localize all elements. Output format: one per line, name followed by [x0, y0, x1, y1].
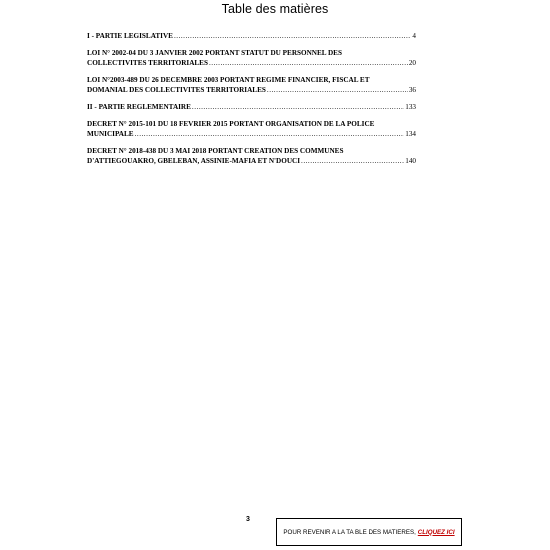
- toc-title: Table des matières: [221, 2, 329, 16]
- toc-entry-title-cont: MUNICIPALE: [87, 130, 134, 138]
- page-number: 3: [246, 516, 250, 523]
- toc-entry-1[interactable]: [87, 48, 416, 68]
- toc-entry-title-cont: DOMANIAL DES COLLECTIVITES TERRITORIALES: [87, 86, 266, 94]
- toc-entry-title: I - PARTIE LEGISLATIVE: [87, 32, 173, 40]
- toc-line: [87, 85, 416, 95]
- toc-line: [87, 31, 416, 41]
- leader-dots: [267, 85, 408, 95]
- toc-entry-3[interactable]: [87, 102, 416, 112]
- leader-dots: [135, 129, 405, 139]
- back-to-toc-link[interactable]: CLIQUEZ ICI: [417, 528, 455, 536]
- back-to-toc-box: [276, 518, 462, 546]
- toc-entry-title: DECRET N° 2018-438 DU 3 MAI 2018 PORTANT CREATION DES COMMUNES: [87, 147, 344, 155]
- toc-entry-5[interactable]: [87, 146, 416, 166]
- toc-line: [87, 119, 416, 129]
- toc-entry-title: LOI N° 2002-04 DU 3 JANVIER 2002 PORTANT STATUT DU PERSONNEL DES: [87, 49, 342, 57]
- toc-page-number: 4: [412, 32, 416, 40]
- leader-dots: [174, 31, 411, 41]
- toc-line: [87, 75, 416, 85]
- toc-page-number: 134: [405, 130, 416, 138]
- toc-entry-4[interactable]: [87, 119, 416, 139]
- leader-dots: [192, 102, 404, 112]
- toc-line: [87, 129, 416, 139]
- toc-page-number: 140: [405, 157, 416, 165]
- toc-entry-title: LOI N°2003-489 DU 26 DECEMBRE 2003 PORTANT REGIME FINANCIER, FISCAL ET: [87, 76, 370, 84]
- leader-dots: [301, 156, 404, 166]
- back-to-toc-text: POUR REVENIR A LA TA BLE DES MATIERES,: [283, 528, 416, 536]
- toc-line: [87, 146, 416, 156]
- table-of-contents: [87, 31, 416, 173]
- toc-line: [87, 156, 416, 166]
- toc-page-number: 36: [408, 86, 416, 94]
- toc-page-number: 20: [408, 59, 416, 67]
- toc-line: [87, 58, 416, 68]
- leader-dots: [209, 58, 408, 68]
- toc-entry-title: II - PARTIE REGLEMENTAIRE: [87, 103, 191, 111]
- toc-line: [87, 48, 416, 58]
- toc-entry-title-cont: D'ATTIEGOUAKRO, GBELEBAN, ASSINIE-MAFIA ET N'DOUCI: [87, 157, 301, 165]
- toc-entry-title: DECRET N° 2015-101 DU 18 FEVRIER 2015 PORTANT ORGANISATION DE LA POLICE: [87, 120, 375, 128]
- toc-entry-2[interactable]: [87, 75, 416, 95]
- toc-line: [87, 102, 416, 112]
- toc-entry-0[interactable]: [87, 31, 416, 41]
- toc-page-number: 133: [405, 103, 416, 111]
- toc-entry-title-cont: COLLECTIVITES TERRITORIALES: [87, 59, 208, 67]
